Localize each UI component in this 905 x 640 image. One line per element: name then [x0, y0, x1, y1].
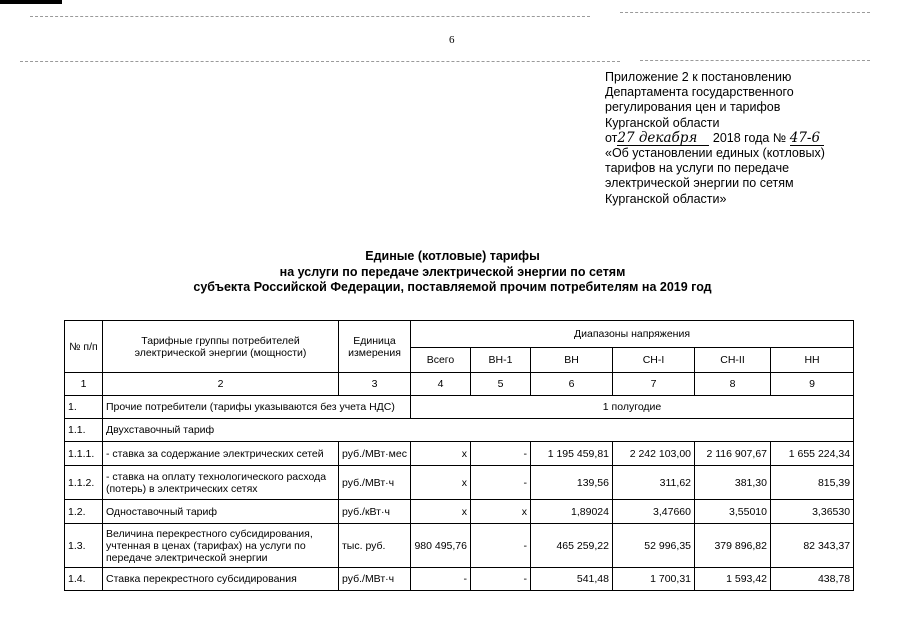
- appendix-block: [605, 70, 855, 207]
- colnum-cell: 3: [339, 373, 411, 396]
- header-sub-vn1: ВН-1: [471, 348, 531, 373]
- header-unit: Единица измерения: [339, 321, 411, 373]
- table-row: [65, 500, 854, 524]
- appendix-date-line: [605, 131, 855, 146]
- scan-line-mid: [20, 61, 620, 62]
- appendix-from-label: от: [605, 130, 618, 145]
- row-value: х: [471, 500, 531, 524]
- row-num: 1.1.2.: [65, 466, 103, 500]
- row-num: 1.2.: [65, 500, 103, 524]
- scan-line-top: [30, 16, 590, 17]
- row-unit: руб./МВт·ч: [339, 466, 411, 500]
- row-value: -: [471, 442, 531, 466]
- row-value: х: [411, 466, 471, 500]
- row-label: Одноставочный тариф: [103, 500, 339, 524]
- colnum-cell: 7: [613, 373, 695, 396]
- header-num: № п/п: [65, 321, 103, 373]
- table-row: [65, 524, 854, 568]
- table-row: [65, 442, 854, 466]
- document-title: [0, 249, 905, 296]
- row-value: 1 195 459,81: [531, 442, 613, 466]
- row-value: 3,55010: [695, 500, 771, 524]
- appendix-line-9: Курганской области»: [605, 191, 727, 206]
- row-unit: руб./кВт·ч: [339, 500, 411, 524]
- header-sub-sn1: СН-I: [613, 348, 695, 373]
- row-value: -: [471, 466, 531, 500]
- row-value: 139,56: [531, 466, 613, 500]
- row-value: х: [411, 442, 471, 466]
- row-value: -: [471, 568, 531, 591]
- column-number-row: [65, 373, 854, 396]
- appendix-line-4: Курганской области: [605, 115, 720, 130]
- scan-line-top-right: [620, 12, 870, 13]
- row-num: 1.3.: [65, 524, 103, 568]
- row-value: 541,48: [531, 568, 613, 591]
- subsection-row: [65, 419, 854, 442]
- handwritten-number: 47-6: [790, 132, 824, 146]
- row-value: 2 242 103,00: [613, 442, 695, 466]
- tariff-table: [64, 320, 854, 591]
- row-value: 1 700,31: [613, 568, 695, 591]
- title-line-2: на услуги по передаче электрической энергии по сетям: [279, 264, 626, 279]
- appendix-year-text: 2018 года №: [712, 130, 787, 145]
- row-num: 1.1.1.: [65, 442, 103, 466]
- row-value: 980 495,76: [411, 524, 471, 568]
- appendix-line-1: Приложение 2 к постановлению: [605, 70, 792, 84]
- row-label: - ставка за содержание электрических сетей: [103, 442, 339, 466]
- row-value: 1,89024: [531, 500, 613, 524]
- row-value: 379 896,82: [695, 524, 771, 568]
- row-value: 3,36530: [771, 500, 854, 524]
- colnum-cell: 5: [471, 373, 531, 396]
- section-period: 1 полугодие: [411, 396, 854, 419]
- row-value: 1 655 224,34: [771, 442, 854, 466]
- row-value: 82 343,37: [771, 524, 854, 568]
- row-value: 1 593,42: [695, 568, 771, 591]
- colnum-cell: 9: [771, 373, 854, 396]
- colnum-cell: 4: [411, 373, 471, 396]
- row-value: 381,30: [695, 466, 771, 500]
- scan-corner-mark: [0, 0, 62, 4]
- title-line-3: субъекта Российской Федерации, поставляемой прочим потребителям на 2019 год: [193, 280, 712, 294]
- subsection-num: 1.1.: [65, 419, 103, 442]
- row-unit: тыс. руб.: [339, 524, 411, 568]
- table-row: [65, 466, 854, 500]
- header-sub-nn: НН: [771, 348, 854, 373]
- row-value: 2 116 907,67: [695, 442, 771, 466]
- appendix-line-7: тарифов на услуги по передаче: [605, 161, 790, 176]
- table-row: [65, 568, 854, 591]
- row-value: 438,78: [771, 568, 854, 591]
- row-value: х: [411, 500, 471, 524]
- row-num: 1.4.: [65, 568, 103, 591]
- header-sub-vn: ВН: [531, 348, 613, 373]
- colnum-cell: 2: [103, 373, 339, 396]
- header-groups: Тарифные группы потребителей электрической энергии (мощности): [103, 321, 339, 373]
- row-value: 465 259,22: [531, 524, 613, 568]
- row-unit: руб./МВт·мес: [339, 442, 411, 466]
- colnum-cell: 6: [531, 373, 613, 396]
- section-row: [65, 396, 854, 419]
- row-label: Величина перекрестного субсидирования, учтенная в ценах (тарифах) на услуги по передаче электрической энергии: [103, 524, 339, 568]
- row-value: 3,47660: [613, 500, 695, 524]
- header-sub-total: Всего: [411, 348, 471, 373]
- handwritten-date: 27 декабря: [617, 132, 709, 146]
- header-row-top: [65, 321, 854, 348]
- row-value: 52 996,35: [613, 524, 695, 568]
- title-line-1: Единые (котловые) тарифы: [365, 249, 540, 263]
- row-value: 311,62: [613, 466, 695, 500]
- appendix-line-8: электрической энергии по сетям: [605, 176, 794, 191]
- row-value: -: [471, 524, 531, 568]
- section-label: Прочие потребители (тарифы указываются без учета НДС): [103, 396, 411, 419]
- row-label: Ставка перекрестного субсидирования: [103, 568, 339, 591]
- appendix-line-2: Департамента государственного: [605, 85, 794, 100]
- subsection-label: Двухставочный тариф: [103, 419, 854, 442]
- row-unit: руб./МВт·ч: [339, 568, 411, 591]
- appendix-line-6: «Об установлении единых (котловых): [605, 146, 825, 161]
- header-sub-sn2: СН-II: [695, 348, 771, 373]
- row-value: -: [411, 568, 471, 591]
- header-ranges: Диапазоны напряжения: [411, 321, 854, 348]
- scan-line-mid-right: [640, 60, 870, 61]
- colnum-cell: 1: [65, 373, 103, 396]
- row-label: - ставка на оплату технологического расхода (потерь) в электрических сетях: [103, 466, 339, 500]
- section-num: 1.: [65, 396, 103, 419]
- appendix-line-3: регулирования цен и тарифов: [605, 100, 781, 115]
- row-value: 815,39: [771, 466, 854, 500]
- colnum-cell: 8: [695, 373, 771, 396]
- page-number: 6: [449, 34, 455, 46]
